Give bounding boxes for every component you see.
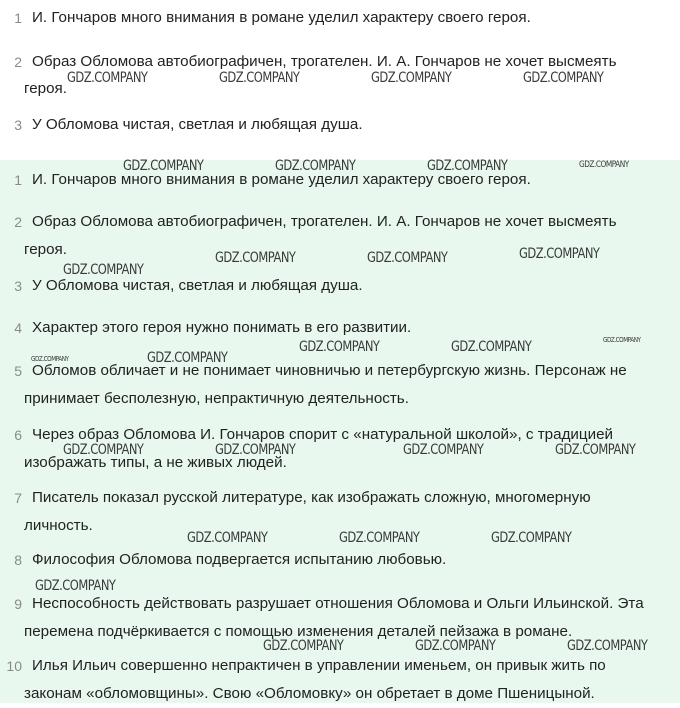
watermark: GDZ.COMPANY <box>339 530 420 546</box>
watermark: GDZ.COMPANY <box>67 70 148 86</box>
item-number: 1 <box>14 10 22 26</box>
item-text-continued: героя. <box>24 241 67 258</box>
watermark: GDZ.COMPANY <box>451 339 532 355</box>
watermark: GDZ.COMPANY <box>523 70 604 86</box>
item-text: Через образ Обломова И. Гончаров спорит с «натуральной школой», с традицией <box>32 426 614 443</box>
item-number: 1 <box>14 172 22 188</box>
watermark: GDZ.COMPANY <box>415 638 496 654</box>
watermark: GDZ.COMPANY <box>427 158 508 174</box>
watermark: GDZ.COMPANY <box>519 246 600 262</box>
watermark: GDZ.COMPANY <box>367 250 448 266</box>
item-text-continued: перемена подчёркивается с помощью изменения деталей пейзажа в романе. <box>24 623 573 640</box>
watermark: GDZ.COMPANY <box>263 638 344 654</box>
watermark: GDZ.COMPANY <box>219 70 300 86</box>
item-number: 6 <box>14 427 22 443</box>
watermark: GDZ.COMPANY <box>579 160 629 170</box>
item-text: Неспособность действовать разрушает отношения Обломова и Ольги Ильинской. Эта <box>32 595 644 612</box>
watermark: GDZ.COMPANY <box>299 339 380 355</box>
item-number: 2 <box>14 54 22 70</box>
watermark: GDZ.COMPANY <box>491 530 572 546</box>
item-number: 9 <box>14 596 22 612</box>
item-text-continued: изображать типы, а не живых людей. <box>24 454 287 471</box>
watermark: GDZ.COMPANY <box>187 530 268 546</box>
item-number: 7 <box>14 490 22 506</box>
item-text: И. Гончаров много внимания в романе уделил характеру своего героя. <box>32 171 531 188</box>
item-number: 8 <box>14 552 22 568</box>
item-text: Писатель показал русской литературе, как изображать сложную, многомерную <box>32 489 591 506</box>
watermark: GDZ.COMPANY <box>215 442 296 458</box>
item-text: Образ Обломова автобиографичен, трогателен. И. А. Гончаров не хочет высмеять <box>32 53 617 70</box>
item-text: Характер этого героя нужно понимать в его развитии. <box>32 319 412 336</box>
watermark: GDZ.COMPANY <box>31 355 69 363</box>
watermark: GDZ.COMPANY <box>603 336 641 344</box>
item-text: У Обломова чистая, светлая и любящая душа. <box>32 116 363 133</box>
item-text: Обломов обличает и не понимает чиновничью и петербургскую жизнь. Персонаж не <box>32 362 627 379</box>
watermark: GDZ.COMPANY <box>63 262 144 278</box>
item-text-continued: личность. <box>24 517 93 534</box>
item-text-continued: героя. <box>24 80 67 97</box>
watermark: GDZ.COMPANY <box>215 250 296 266</box>
watermark: GDZ.COMPANY <box>567 638 648 654</box>
watermark: GDZ.COMPANY <box>371 70 452 86</box>
watermark: GDZ.COMPANY <box>35 578 116 594</box>
watermark: GDZ.COMPANY <box>275 158 356 174</box>
watermark: GDZ.COMPANY <box>555 442 636 458</box>
item-number: 3 <box>14 117 22 133</box>
item-number: 2 <box>14 214 22 230</box>
item-number: 3 <box>14 278 22 294</box>
item-text: Илья Ильич совершенно непрактичен в управлении именьем, он привык жить по <box>32 657 606 674</box>
watermark: GDZ.COMPANY <box>403 442 484 458</box>
answer-list-full <box>0 160 680 703</box>
item-number: 5 <box>14 363 22 379</box>
item-number: 4 <box>14 320 22 336</box>
answer-list-short <box>0 0 680 160</box>
watermark: GDZ.COMPANY <box>63 442 144 458</box>
item-text-continued: законам «обломовщины». Свою «Обломовку» он обретает в доме Пшеницыной. <box>24 685 595 702</box>
item-text: У Обломова чистая, светлая и любящая душа. <box>32 277 363 294</box>
item-text: И. Гончаров много внимания в романе уделил характеру своего героя. <box>32 9 531 26</box>
watermark: GDZ.COMPANY <box>123 158 204 174</box>
item-text: Образ Обломова автобиографичен, трогателен. И. А. Гончаров не хочет высмеять <box>32 213 617 230</box>
item-text-continued: принимает бесполезную, непрактичную деятельность. <box>24 390 409 407</box>
item-number: 10 <box>6 658 22 674</box>
item-text: Философия Обломова подвергается испытанию любовью. <box>32 551 447 568</box>
watermark: GDZ.COMPANY <box>147 350 228 366</box>
